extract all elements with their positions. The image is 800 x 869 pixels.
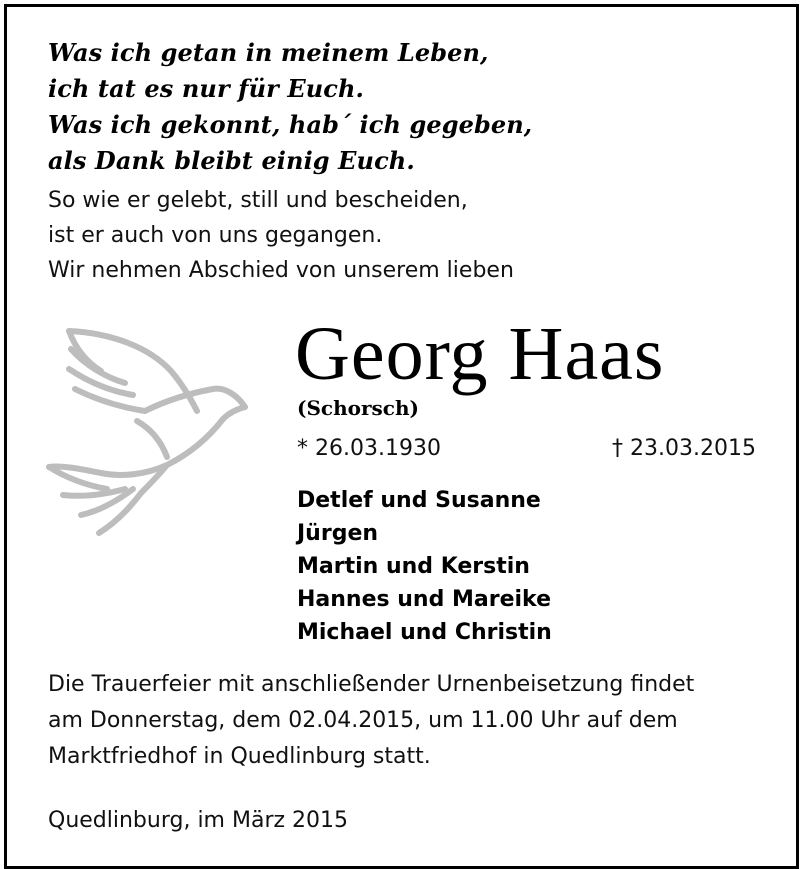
mourner-entry: Martin und Kerstin [297,554,530,579]
funeral-line: am Donnerstag, dem 02.04.2015, um 11.00 Uhr auf dem [48,708,678,733]
obituary-frame [4,4,799,869]
mourner-entry: Hannes und Mareike [297,587,551,612]
deceased-name: Georg Haas [295,312,665,396]
poem-line: ich tat es nur für Euch. [48,74,364,103]
mourner-entry: Jürgen [297,521,379,546]
dove-icon [41,325,253,540]
intro-text [48,183,514,288]
funeral-line: Marktfriedhof in Quedlinburg statt. [48,744,431,769]
mourner-entry: Michael und Christin [297,620,552,645]
intro-line: So wie er gelebt, still und bescheiden, [48,188,468,213]
deceased-nickname: (Schorsch) [297,396,419,420]
poem-line: Was ich gekonnt, hab´ ich gegeben, [48,110,533,139]
poem-line: als Dank bleibt einig Euch. [48,146,415,175]
death-date: † 23.03.2015 [612,436,756,461]
intro-line: Wir nehmen Abschied von unserem lieben [48,258,514,283]
poem [48,35,532,179]
birth-date: * 26.03.1930 [297,436,441,461]
closing-place-date: Quedlinburg, im März 2015 [48,808,349,833]
poem-line: Was ich getan in meinem Leben, [48,38,489,67]
funeral-notice [48,667,694,775]
intro-line: ist er auch von uns gegangen. [48,223,383,248]
mourners-list [297,484,552,649]
funeral-line: Die Trauerfeier mit anschließender Urnenbeisetzung findet [48,672,695,697]
mourner-entry: Detlef und Susanne [297,488,541,513]
